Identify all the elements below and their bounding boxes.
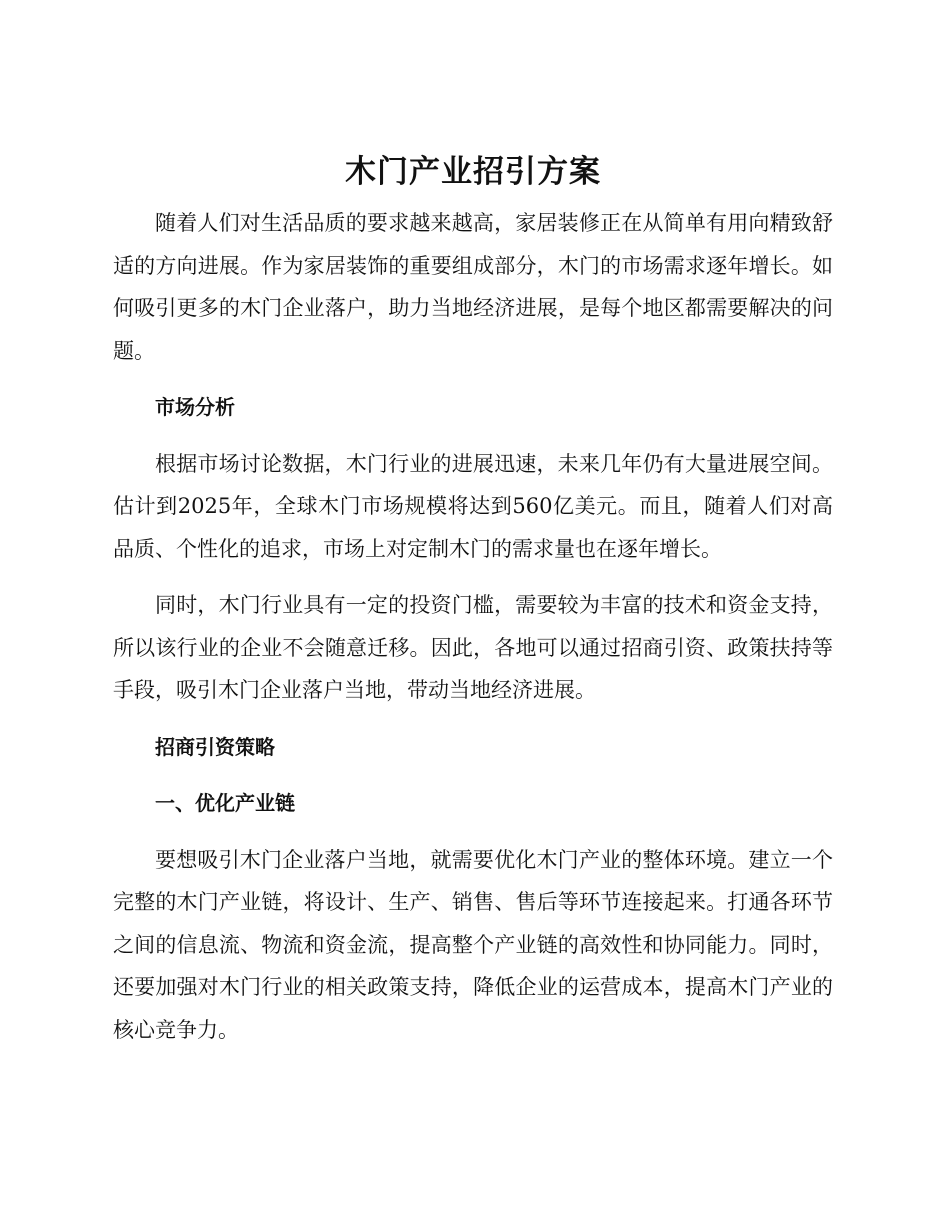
market-analysis-paragraph-1: 根据市场讨论数据，木门行业的进展迅速，未来几年仍有大量进展空间。估计到2025年，全球木门市场规模将达到560亿美元。而且，随着人们对高品质、个性化的追求，市场上对定制木门的需求量也在逐年增长。	[113, 451, 833, 561]
subheading-optimize-industry-chain: 一、优化产业链	[155, 791, 295, 815]
document-title: 木门产业招引方案	[345, 154, 601, 190]
intro-paragraph: 随着人们对生活品质的要求越来越高，家居装修正在从简单有用向精致舒适的方向进展。作为家居装饰的重要组成部分，木门的市场需求逐年增长。如何吸引更多的木门企业落户，助力当地经济进展，是每个地区都需要解决的问题。	[113, 211, 833, 363]
section-heading-market-analysis: 市场分析	[155, 395, 235, 419]
industry-chain-paragraph: 要想吸引木门企业落户当地，就需要优化木门产业的整体环境。建立一个完整的木门产业链，将设计、生产、销售、售后等环节连接起来。打通各环节之间的信息流、物流和资金流，提高整个产业链的高效性和协同能力。同时，还要加强对木门行业的相关政策支持，降低企业的运营成本，提高木门产业的核心竞争力。	[113, 847, 833, 1042]
section-heading-investment-strategy: 招商引资策略	[155, 734, 275, 759]
document-page	[113, 150, 833, 1065]
market-analysis-paragraph-2: 同时，木门行业具有一定的投资门槛，需要较为丰富的技术和资金支持，所以该行业的企业不会随意迁移。因此，各地可以通过招商引资、政策扶持等手段，吸引木门企业落户当地，带动当地经济进展。	[113, 593, 833, 702]
